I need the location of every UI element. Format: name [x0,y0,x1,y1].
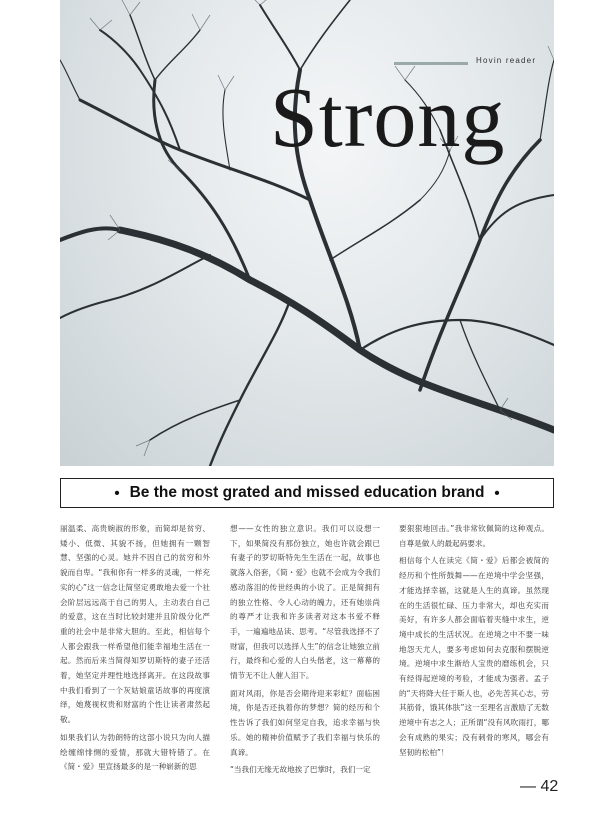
page-number: — 42 [520,778,559,795]
paragraph: 想——女性的独立意识。我们可以设想一下，如果简没有那份独立，她也许就会跟已有妻子的罗切斯特先生生活在一起，故事也就落入俗套，《简・爱》也就不会成为令我们感动落泪的传世经典的小说了。正是简拥有的独立性格、令人心动的魄力，还有她崇尚的尊严才让我和许多读者对这本书爱不释手，一遍遍地品读、思考。“尽管我选择不了财富，但我可以选择人生”的信念让她独立前行，最终和心爱的人白头偕老，这一幕幕的情节无不让人催人泪下。 [230,524,380,681]
slogan-banner [60,478,554,508]
text-column-1 [60,522,210,778]
paragraph: 丽温柔、高贵婉淑的形象，而简却是贫穷、矮小、低微、其貌不扬，但她拥有一颗智慧、坚强的心灵。她并不因自己的贫穷和外貌而自卑。“我和你有一样多的灵魂，一样充实的心”这一信念让简坚定勇敢地去爱一个社会阶层远远高于自己的男人，主动表白自己的爱意，这在当时比较封建并且阶级分化严重的社会中是非常大胆的。至此，相信每个人都会跟我一样希望他们能幸福地生活在一起。然而后来当简得知罗切斯特的妻子还活着，她坚定并理性地选择离开。在这段故事中我们看到了一个灰姑娘童话故事的再度演绎，她蔑视权贵和财富的个性让读者肃然起敬。 [60,524,210,725]
paragraph: 要狠狠地回击。”我非常钦佩简的这种观点。自尊是做人的最起码要求。 [399,524,549,548]
paragraph: 相信每个人在读完《简・爱》后都会被简的经历和个性所鼓舞——在逆境中学会坚强，才能选择幸福，这就是人生的真谛。虽然现在的生活很忙碌、压力非常大，却也充实而美好，有许多人都会面临着夹缝中求生，逆境中成长的生活状况。在逆境之中不要一味地怨天尤人，要多考虑如何去克服和摆脱逆境。逆境中求生渐给人宝贵的磨练机会，只有经得起逆境的考验，才能成为强者。孟子的“天将降大任于斯人也，必先苦其心志，劳其筋骨，饿其体肤”这一至理名言激励了无数逆境中有志之人；正所谓“没有风吹雨打，哪会有成熟的果实；没有刺骨的寒风，哪会有坚韧的松柏”！ [399,556,549,757]
headline-title: Strong [270,69,506,165]
bullet-right: • [494,484,500,502]
bullet-left: • [114,484,120,502]
reader-label: Hovin reader [476,56,537,65]
text-column-3 [399,522,549,763]
paragraph: 如果我们认为勃朗特的这部小说只为向人描绘缠绵悱恻的爱情，那就大错特错了。在《简・爱》里宣扬最多的是一种崭新的思 [60,732,210,772]
accent-line [394,62,468,65]
paragraph: 面对风雨，你是否会期待迎来彩虹？面临困境，你是否还执着你的梦想？简的经历和个性告诉了我们如何坚定自我，追求幸福与快乐。她的精神价值赋予了我们幸福与快乐的真谛。 [230,688,380,757]
slogan-text: Be the most grated and missed education brand [129,484,485,501]
paragraph: “当我们无缘无故地挨了巴掌时，我们一定 [230,765,371,775]
text-column-2 [230,522,380,781]
